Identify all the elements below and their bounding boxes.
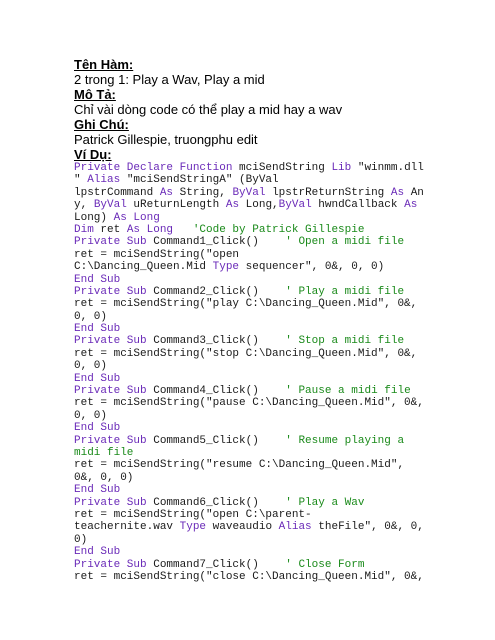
heading-notes: Ghi Chú:	[74, 117, 129, 132]
code-keyword: Type	[212, 261, 246, 274]
code-line	[74, 236, 474, 248]
code-keyword: Private Declare Function	[74, 162, 240, 174]
code-text: An	[410, 186, 424, 199]
code-keyword: Dim	[74, 223, 101, 236]
code-line	[74, 410, 474, 422]
code-text: lpstrReturnString	[272, 186, 391, 199]
code-line	[74, 571, 474, 583]
code-line	[74, 174, 474, 186]
code-text: "mciSendStringA" (ByVal	[126, 174, 279, 187]
code-text: Command2_Click()	[153, 285, 273, 298]
code-keyword: Private Sub	[74, 558, 154, 571]
code-line	[74, 484, 474, 496]
code-keyword: Private Sub	[74, 285, 154, 298]
code-line	[74, 249, 474, 261]
code-text: 0, 0)	[74, 310, 108, 323]
section-notes	[74, 118, 474, 148]
code-text: String,	[179, 186, 233, 199]
code-text: ret = mciSendString("resume C:\Dancing_Queen.Mid",	[74, 459, 405, 472]
code-line	[74, 546, 474, 558]
code-comment: ' Play a midi file	[272, 285, 405, 298]
code-keyword: End Sub	[74, 484, 121, 497]
document-page	[74, 58, 474, 583]
code-line	[74, 534, 474, 546]
code-text: Command7_Click()	[153, 558, 273, 571]
code-keyword: Alias	[278, 521, 319, 534]
code-line	[74, 459, 474, 471]
code-comment: ' Pause a midi file	[272, 385, 411, 398]
code-text: mciSendString	[239, 162, 332, 174]
code-line	[74, 298, 474, 310]
code-line	[74, 559, 474, 571]
code-keyword: ByVal	[232, 186, 273, 199]
code-block	[74, 162, 474, 583]
notes-text: Patrick Gillespie, truongphu edit	[74, 132, 258, 147]
code-keyword: Type	[179, 521, 213, 534]
code-text: Command3_Click()	[153, 335, 273, 348]
code-line	[74, 199, 474, 211]
code-keyword: Private Sub	[74, 496, 154, 509]
code-keyword: Private Sub	[74, 385, 154, 398]
code-text: 0&, 0, 0)	[74, 471, 134, 484]
code-line	[74, 360, 474, 372]
code-line	[74, 435, 474, 447]
code-line	[74, 373, 474, 385]
code-keyword: As	[404, 199, 418, 212]
code-line	[74, 447, 474, 459]
code-keyword: As Long	[113, 211, 160, 224]
code-line	[74, 472, 474, 484]
code-keyword: End Sub	[74, 546, 121, 559]
code-keyword: As	[225, 199, 246, 212]
code-line	[74, 261, 474, 273]
section-description	[74, 88, 474, 118]
code-keyword: ByVal	[278, 199, 319, 212]
code-text: Long,	[245, 199, 279, 212]
code-comment: 'Code by Patrick Gillespie	[179, 223, 365, 236]
code-text: Long)	[74, 211, 114, 224]
code-line	[74, 311, 474, 323]
code-line	[74, 212, 474, 224]
code-keyword: Lib	[331, 162, 358, 174]
code-text: theFile", 0&, 0,	[318, 521, 424, 534]
code-line	[74, 521, 474, 533]
code-text: "	[74, 174, 88, 187]
code-comment: ' Open a midi file	[272, 236, 405, 249]
code-line	[74, 323, 474, 335]
code-comment: ' Close Form	[272, 558, 365, 571]
code-keyword: As Long	[126, 223, 180, 236]
code-text: ret = mciSendString("close C:\Dancing_Queen.Mid", 0&,	[74, 570, 424, 583]
code-line	[74, 274, 474, 286]
code-text: hwndCallback	[318, 199, 405, 212]
heading-description: Mô Tả:	[74, 87, 116, 102]
heading-example: Ví Dụ:	[74, 147, 112, 162]
code-keyword: Alias	[87, 174, 127, 187]
code-comment: midi file	[74, 446, 134, 459]
code-comment: ' Stop a midi file	[272, 335, 405, 348]
code-keyword: End Sub	[74, 323, 121, 336]
code-line	[74, 509, 474, 521]
code-text: ret = mciSendString("open	[74, 248, 240, 261]
code-keyword: As	[390, 186, 411, 199]
code-line	[74, 422, 474, 434]
code-comment: ' Play a Wav	[272, 496, 365, 509]
code-keyword: Private Sub	[74, 434, 154, 447]
code-text: Command5_Click()	[153, 434, 273, 447]
code-text: Command6_Click()	[153, 496, 273, 509]
code-line	[74, 224, 474, 236]
code-keyword: Private Sub	[74, 335, 154, 348]
code-text: "winmm.dll	[357, 162, 424, 174]
code-text: Command4_Click()	[153, 385, 273, 398]
code-line	[74, 187, 474, 199]
code-text: y,	[74, 199, 94, 212]
heading-function-name: Tên Hàm:	[74, 57, 134, 72]
code-keyword: End Sub	[74, 372, 121, 385]
code-text: 0)	[74, 533, 88, 546]
code-text: C:\Dancing_Queen.Mid	[74, 261, 213, 274]
code-keyword: Private Sub	[74, 236, 154, 249]
code-line	[74, 162, 474, 174]
code-text: uReturnLength	[133, 199, 226, 212]
code-line	[74, 397, 474, 409]
code-text: sequencer", 0&, 0, 0)	[245, 261, 385, 274]
description-text: Chỉ vài dòng code có thể play a mid hay a wav	[74, 102, 343, 117]
code-line	[74, 497, 474, 509]
code-keyword: End Sub	[74, 273, 121, 286]
code-text: ret = mciSendString("open C:\parent-	[74, 508, 312, 521]
section-example	[74, 148, 474, 583]
code-text: ret = mciSendString("stop C:\Dancing_Queen.Mid", 0&,	[74, 347, 418, 360]
code-text: teachernite.wav	[74, 521, 180, 534]
code-text: waveaudio	[212, 521, 279, 534]
code-text: ret	[100, 223, 127, 236]
code-text: ret = mciSendString("play C:\Dancing_Queen.Mid", 0&,	[74, 298, 418, 311]
code-keyword: End Sub	[74, 422, 121, 435]
code-text: 0, 0)	[74, 409, 108, 422]
code-text: lpstrCommand	[74, 186, 160, 199]
code-text: 0, 0)	[74, 360, 108, 373]
function-name-text: 2 trong 1: Play a Wav, Play a mid	[74, 72, 265, 87]
code-text: ret = mciSendString("pause C:\Dancing_Queen.Mid", 0&,	[74, 397, 424, 410]
code-line	[74, 348, 474, 360]
code-line	[74, 385, 474, 397]
section-function-name	[74, 58, 474, 88]
code-keyword: As	[159, 186, 180, 199]
code-line	[74, 286, 474, 298]
code-line	[74, 335, 474, 347]
code-comment: ' Resume playing a	[272, 434, 405, 447]
code-text: Command1_Click()	[153, 236, 273, 249]
code-keyword: ByVal	[93, 199, 134, 212]
